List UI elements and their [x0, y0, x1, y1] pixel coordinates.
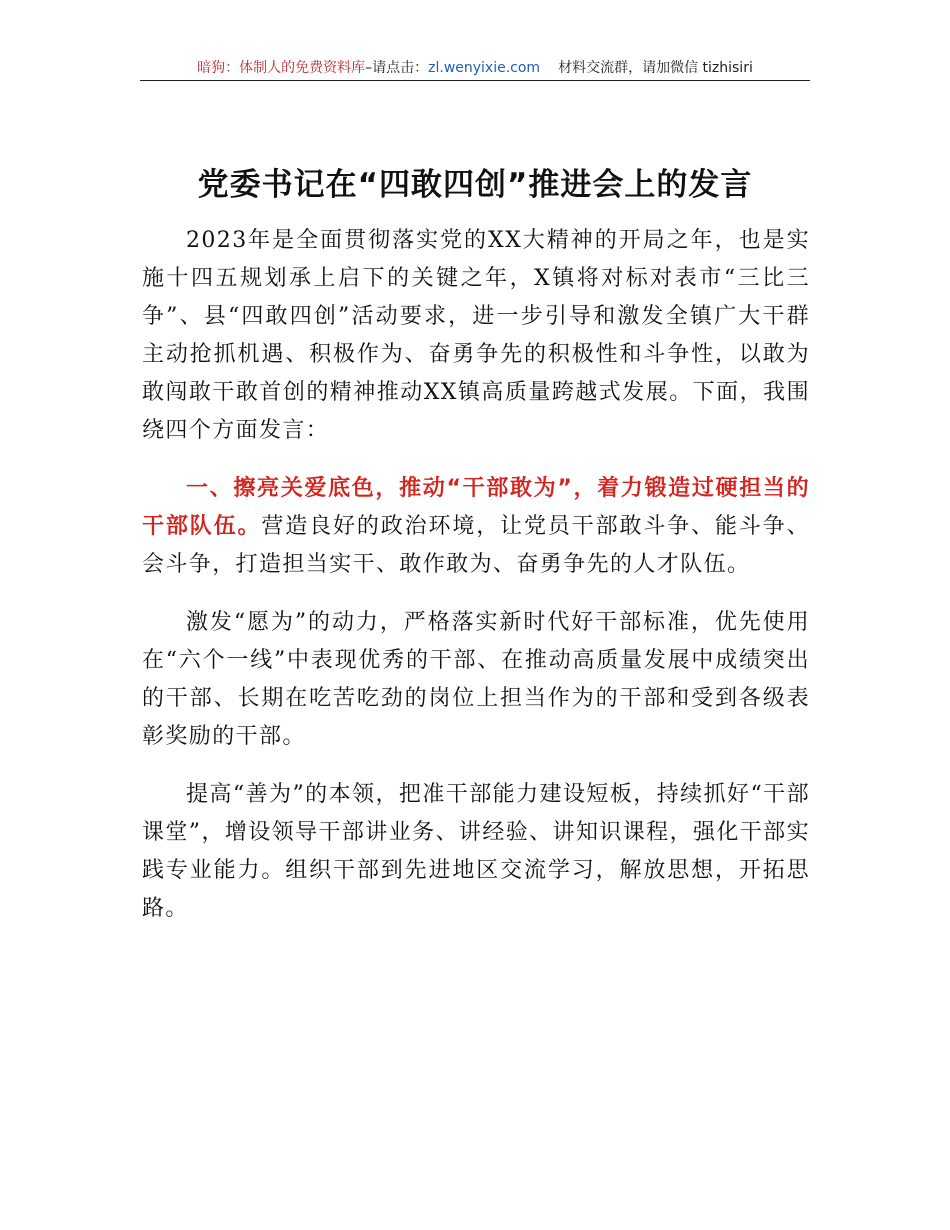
paragraph-capable: 提高“善为”的本领，把准干部能力建设短板，持续抓好“干部课堂”，增设领导干部讲业务、讲经验、讲知识课程，强化干部实践专业能力。组织干部到先进地区交流学习，解放思想，开拓思路。 — [142, 782, 810, 921]
header-url-link[interactable]: zl.wenyixie.com — [428, 60, 541, 76]
paragraph-section-one — [142, 470, 810, 584]
page-header — [140, 58, 810, 81]
header-click-prompt: –请点击： — [365, 60, 429, 76]
document-title: 党委书记在“四敢四创”推进会上的发言 — [197, 166, 753, 203]
header-promo-text: 暗狗：体制人的免费资料库 — [197, 60, 366, 76]
paragraph-intro: 2023年是全面贯彻落实党的XX大精神的开局之年，也是实施十四五规划承上启下的关键之年，X镇将对标对表市“三比三争”、县“四敢四创”活动要求，进一步引导和激发全镇广大干群主动抢抓机遇、积极作为、奋勇争先的积极性和斗争性，以敢为敢闯敢干敢首创的精神推动XX镇高质量跨越式发展。下面，我围绕四个方面发言： — [142, 228, 810, 443]
document-body — [142, 222, 810, 948]
section-one-heading: 一、擦亮关爱底色，推动“干部敢为”，着力锻造过硬担当的干部队伍。 — [142, 476, 810, 539]
header-group-note: 材料交流群，请加微信 tizhisiri — [558, 60, 753, 76]
section-one-text: 营造良好的政治环境，让党员干部敢斗争、能斗争、会斗争，打造担当实干、敢作敢为、奋勇争先的人才队伍。 — [142, 514, 810, 577]
paragraph-willing: 激发“愿为”的动力，严格落实新时代好干部标准，优先使用在“六个一线”中表现优秀的干部、在推动高质量发展中成绩突出的干部、长期在吃苦吃劲的岗位上担当作为的干部和受到各级表彰奖励的干部。 — [142, 610, 810, 749]
